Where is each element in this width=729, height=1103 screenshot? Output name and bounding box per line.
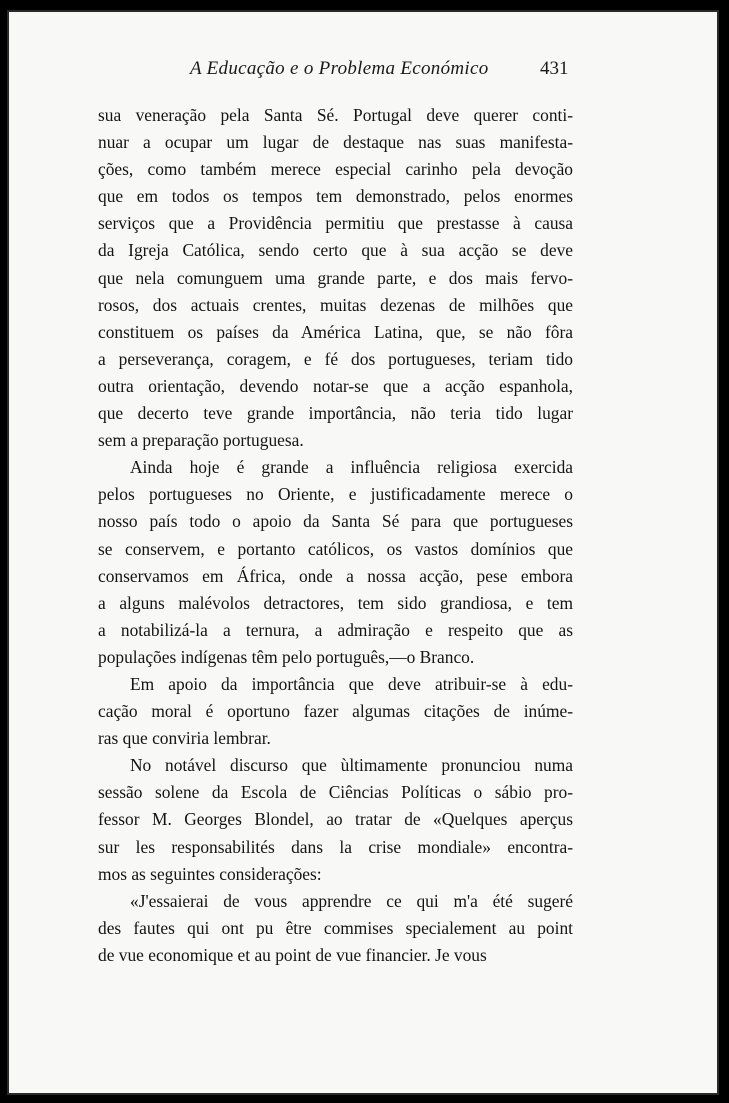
text-line: a perseverança, coragem, e fé dos portugueses, teriam tido [98,348,573,369]
text-line: populações indígenas têm pelo português,—o Branco. [98,646,475,667]
text-line: sessão solene da Escola de Ciências Políticas o sábio pro- [98,782,573,803]
text-line: constituem os países da América Latina, que, se não fôra [98,321,573,342]
text-line: que em todos os tempos tem demonstrado, pelos enormes [98,186,573,207]
page-number: 431 [540,58,569,79]
text-line: des fautes qui ont pu être commises specialement au point [98,917,573,938]
text-line: ras que conviria lembrar. [98,728,271,749]
paragraph [98,454,573,671]
text-line: a notabilizá-la a ternura, a admiração e respeito que as [98,619,573,640]
text-line: se conservem, e portanto católicos, os vastos domínios que [98,538,573,559]
running-header [7,58,719,88]
text-line: nuar a ocupar um lugar de destaque nas suas manifesta- [98,132,573,153]
body-text [98,102,573,969]
running-title: A Educação e o Problema Económico [190,58,489,79]
paragraph [98,752,573,887]
text-line: «J'essaierai de vous apprendre ce qui m'a été sugeré [130,890,573,911]
paragraph [98,671,573,752]
text-line: sem a preparação portuguesa. [98,430,304,451]
text-line: da Igreja Católica, sendo certo que à sua acção se deve [98,240,573,261]
text-line: a alguns malévolos detractores, tem sido grandiosa, e tem [98,592,573,613]
text-line: mos as seguintes considerações: [98,863,322,884]
text-line: outra orientação, devendo notar-se que a acção espanhola, [98,375,573,396]
paragraph [98,102,573,454]
text-line: sua veneração pela Santa Sé. Portugal deve querer conti- [98,105,573,125]
text-line: ções, como também merece especial carinho pela devoção [98,159,573,180]
text-line: sur les responsabilités dans la crise mondiale» encontra- [98,836,573,857]
book-page [7,10,719,1095]
text-line: conservamos em África, onde a nossa acção, pese embora [98,565,573,586]
text-line: fessor M. Georges Blondel, ao tratar de «Quelques aperçus [98,809,573,830]
text-line: que decerto teve grande importância, não teria tido lugar [98,403,573,424]
text-line: rosos, dos actuais crentes, muitas dezenas de milhões que [98,294,573,315]
text-line: de vue economique et au point de vue financier. Je vous [98,944,487,965]
text-line: cação moral é oportuno fazer algumas citações de inúme- [98,701,573,722]
text-line: Em apoio da importância que deve atribuir-se à edu- [130,673,573,694]
text-line: pelos portugueses no Oriente, e justificadamente merece o [98,484,573,505]
text-line: Ainda hoje é grande a influência religiosa exercida [130,457,573,478]
text-line: que nela comunguem uma grande parte, e dos mais fervo- [98,267,573,288]
paragraph [98,888,573,969]
text-line: nosso país todo o apoio da Santa Sé para que portugueses [98,511,573,532]
text-line: No notável discurso que ùltimamente pronunciou numa [130,755,573,776]
text-line: serviços que a Providência permitiu que prestasse à causa [98,213,573,234]
